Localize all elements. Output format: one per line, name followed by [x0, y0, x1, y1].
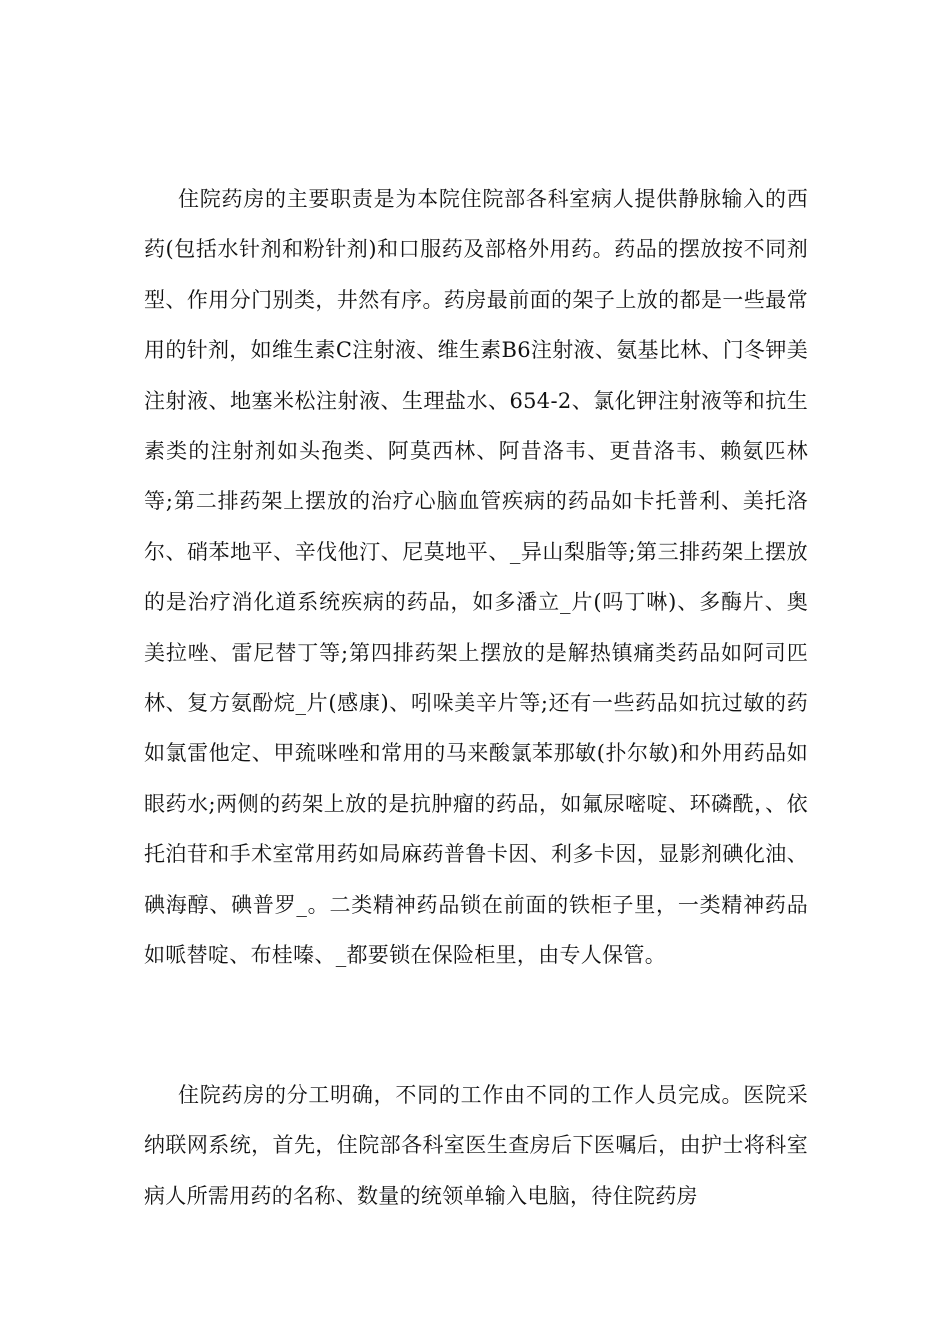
body-paragraph-pharmacy-duties: 住院药房的主要职责是为本院住院部各科室病人提供静脉输入的西药(包括水针剂和粉针剂)和口服药及部格外用药。药品的摆放按不同剂型、作用分门别类，井然有序。药房最前面的架子上放的都是一些最常用的针剂，如维生素C注射液、维生素B6注射液、氨基比林、门冬钾美注射液、地塞米松注射液、生理盐水、654-2、氯化钾注射液等和抗生素类的注射剂如头孢类、阿莫西林、阿昔洛韦、更昔洛韦、赖氨匹林等;第二排药架上摆放的治疗心脑血管疾病的药品如卡托普利、美托洛尔、硝苯地平、辛伐他汀、尼莫地平、_异山梨脂等;第三排药架上摆放的是治疗消化道系统疾病的药品，如多潘立_片(吗丁啉)、多酶片、奥美拉唑、雷尼替丁等;第四排药架上摆放的是解热镇痛类药品如阿司匹林、复方氨酚烷_片(感康)、吲哚美辛片等;还有一些药品如抗过敏的药如氯雷他定、甲巯咪唑和常用的马来酸氯苯那敏(扑尔敏)和外用药品如眼药水;两侧的药架上放的是抗肿瘤的药品，如氟尿嘧啶、环磷酰，、依托泊苷和手术室常用药如局麻药普鲁卡因、利多卡因，显影剂碘化油、碘海醇、碘普罗_。二类精神药品锁在前面的铁柜子里，一类精神药品如哌替啶、布桂嗪、_都要锁在保险柜里，由专人保管。: [144, 187, 808, 968]
body-paragraph-division-of-work: 住院药房的分工明确，不同的工作由不同的工作人员完成。医院采纳联网系统，首先，住院部各科室医生查房后下医嘱后，由护士将科室病人所需用药的名称、数量的统领单输入电脑，待住院药房: [144, 1083, 808, 1208]
